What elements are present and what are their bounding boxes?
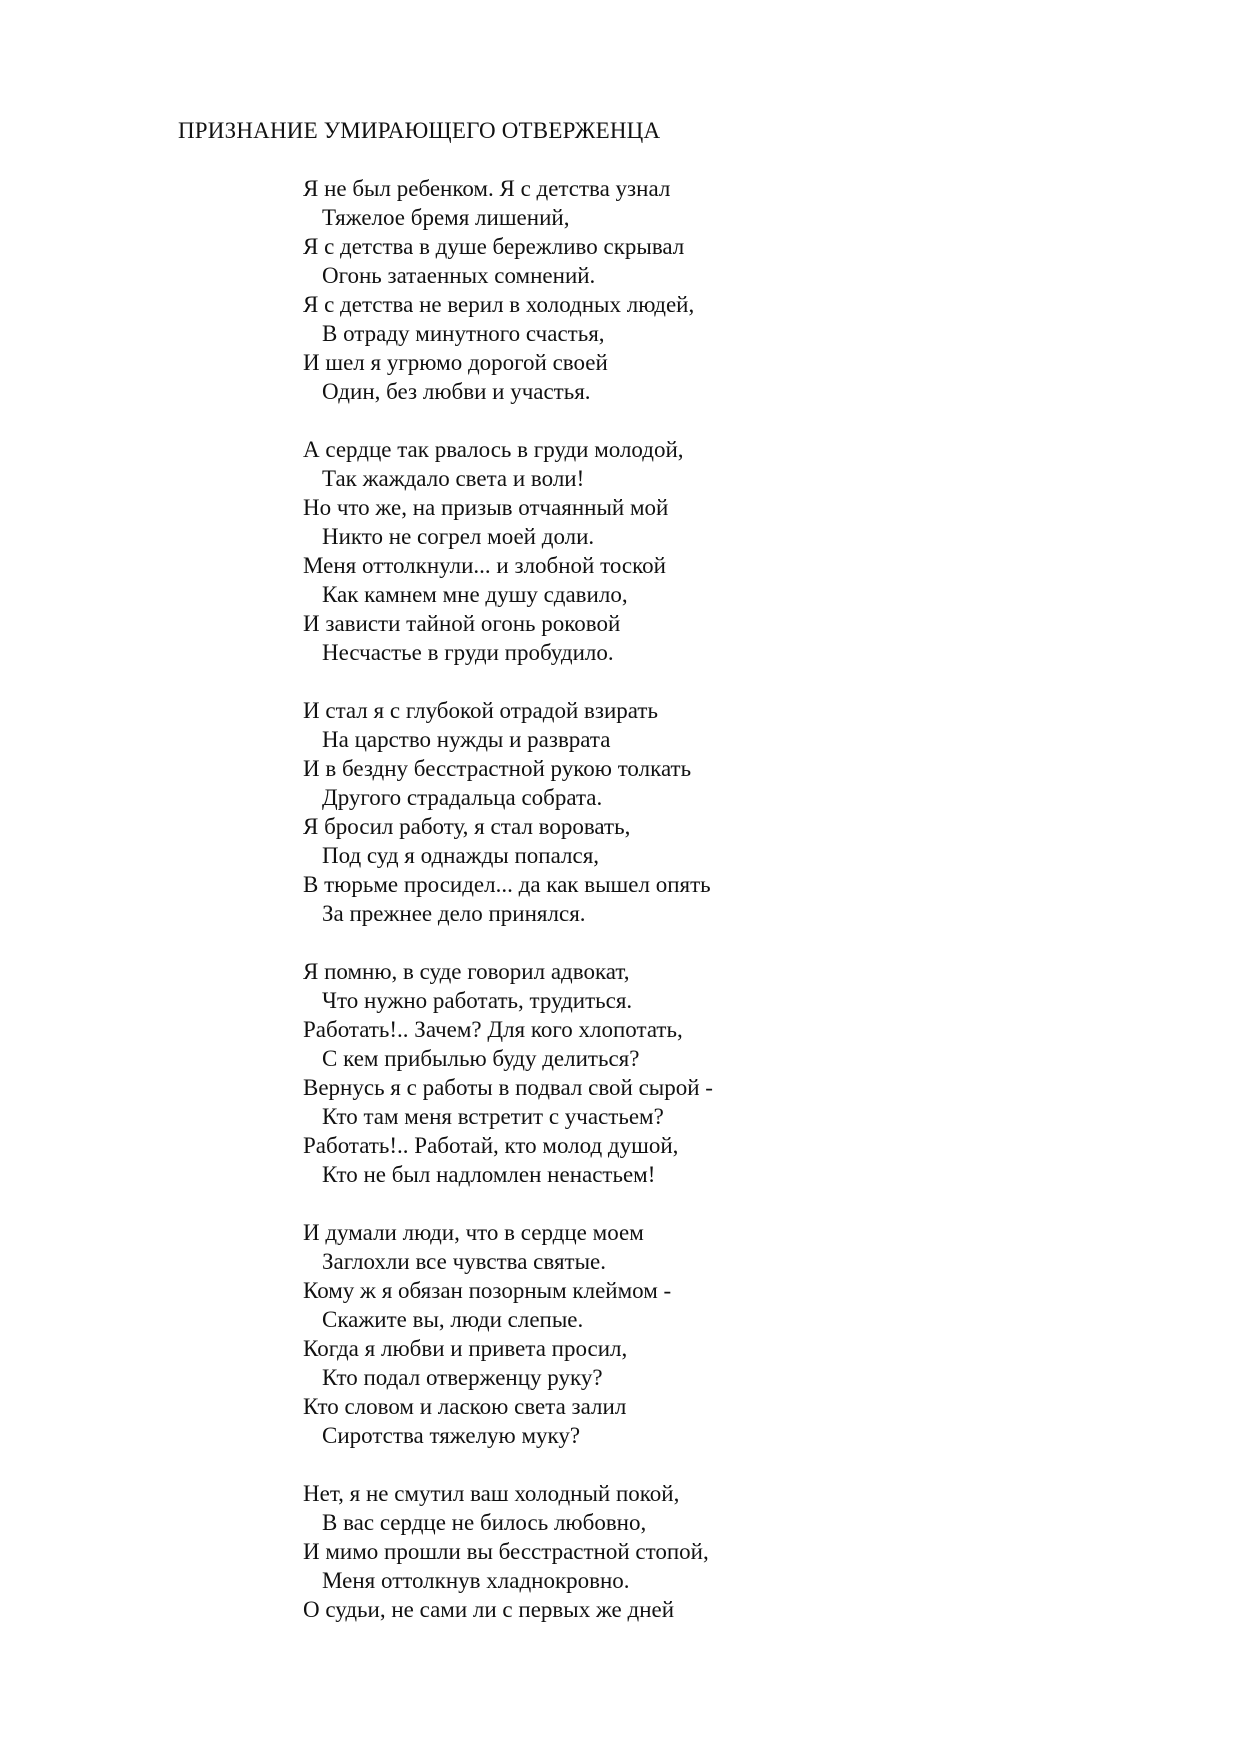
poem-line: Работать!.. Работай, кто молод душой,: [303, 1133, 679, 1158]
stanza: [303, 1218, 1183, 1450]
poem-line: И стал я с глубокой отрадой взирать: [303, 698, 658, 723]
poem-line: О судьи, не сами ли с первых же дней: [303, 1597, 675, 1622]
stanza: [303, 435, 1183, 667]
poem-line: Кто там меня встретит с участьем?: [322, 1104, 664, 1129]
poem-line: Тяжелое бремя лишений,: [322, 205, 570, 230]
poem-line: Работать!.. Зачем? Для кого хлопотать,: [303, 1017, 683, 1042]
poem-line: Сиротства тяжелую муку?: [322, 1423, 581, 1448]
poem-line: Один, без любви и участья.: [322, 379, 591, 404]
poem-line: И зависти тайной огонь роковой: [303, 611, 621, 636]
poem-line: В отраду минутного счастья,: [322, 321, 605, 346]
poem-title: ПРИЗНАНИЕ УМИРАЮЩЕГО ОТВЕРЖЕНЦА: [178, 118, 661, 143]
poem-line: И в бездну бесстрастной рукою толкать: [303, 756, 692, 781]
poem-line: Меня оттолкнули... и злобной тоской: [303, 553, 666, 578]
poem-line: А сердце так рвалось в груди молодой,: [303, 437, 684, 462]
poem-line: Как камнем мне душу сдавило,: [322, 582, 628, 607]
poem-line: Я бросил работу, я стал воровать,: [303, 814, 631, 839]
poem-line: Никто не согрел моей доли.: [322, 524, 595, 549]
poem-line: Огонь затаенных сомнений.: [322, 263, 596, 288]
poem-line: Заглохли все чувства святые.: [322, 1249, 606, 1274]
poem-line: Я с детства в душе бережливо скрывал: [303, 234, 685, 259]
poem-line: Кому ж я обязан позорным клеймом -: [303, 1278, 672, 1303]
poem-line: С кем прибылью буду делиться?: [322, 1046, 640, 1071]
poem-line: На царство нужды и разврата: [322, 727, 611, 752]
poem-line: Но что же, на призыв отчаянный мой: [303, 495, 669, 520]
poem-line: Вернусь я с работы в подвал свой сырой -: [303, 1075, 713, 1100]
stanza: [303, 696, 1183, 928]
poem-line: И думали люди, что в сердце моем: [303, 1220, 644, 1245]
poem-line: Я не был ребенком. Я с детства узнал: [303, 176, 671, 201]
poem-line: Я помню, в суде говорил адвокат,: [303, 959, 630, 984]
stanza: [303, 957, 1183, 1189]
poem-line: В тюрьме просидел... да как вышел опять: [303, 872, 711, 897]
poem-line: В вас сердце не билось любовно,: [322, 1510, 647, 1535]
poem-body: [303, 174, 1183, 1653]
poem-line: За прежнее дело принялся.: [322, 901, 586, 926]
poem-line: Так жаждало света и воли!: [322, 466, 585, 491]
poem-line: И шел я угрюмо дорогой своей: [303, 350, 608, 375]
poem-line: Кто не был надломлен ненастьем!: [322, 1162, 656, 1187]
poem-line: Нет, я не смутил ваш холодный покой,: [303, 1481, 680, 1506]
poem-line: Скажите вы, люди слепые.: [322, 1307, 584, 1332]
poem-line: Меня оттолкнув хладнокровно.: [322, 1568, 630, 1593]
poem-line: Под суд я однажды попался,: [322, 843, 600, 868]
stanza: [303, 1479, 1183, 1624]
poem-line: Кто словом и ласкою света залил: [303, 1394, 627, 1419]
poem-line: Другого страдальца собрата.: [322, 785, 603, 810]
poem-line: И мимо прошли вы бесстрастной стопой,: [303, 1539, 709, 1564]
poem-line: Кто подал отверженцу руку?: [322, 1365, 603, 1390]
poem-line: Несчастье в груди пробудило.: [322, 640, 614, 665]
stanza: [303, 174, 1183, 406]
poem-line: Когда я любви и привета просил,: [303, 1336, 628, 1361]
poem-line: Что нужно работать, трудиться.: [322, 988, 633, 1013]
poem-line: Я с детства не верил в холодных людей,: [303, 292, 695, 317]
